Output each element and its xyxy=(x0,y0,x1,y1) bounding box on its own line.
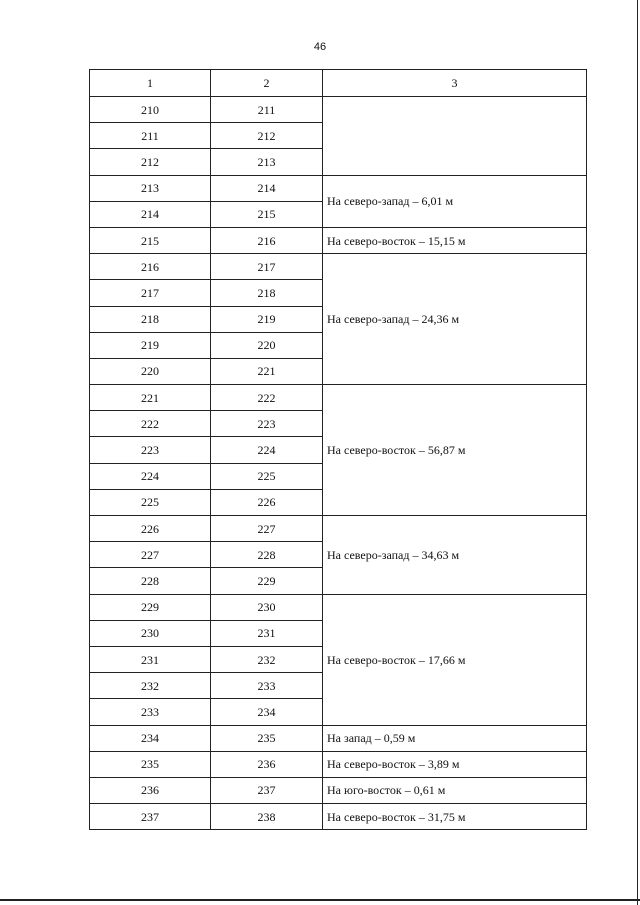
point-to-cell: 213 xyxy=(211,149,323,175)
point-from-cell: 212 xyxy=(90,149,211,175)
point-to-cell: 211 xyxy=(211,97,323,123)
point-to-cell: 237 xyxy=(211,777,323,803)
direction-distance-cell: На юго-восток – 0,61 м xyxy=(323,777,587,803)
point-from-cell: 232 xyxy=(90,673,211,699)
point-from-cell: 231 xyxy=(90,646,211,672)
direction-distance-cell xyxy=(323,97,587,176)
point-to-cell: 220 xyxy=(211,332,323,358)
point-from-cell: 211 xyxy=(90,123,211,149)
point-to-cell: 236 xyxy=(211,751,323,777)
point-to-cell: 225 xyxy=(211,463,323,489)
point-from-cell: 236 xyxy=(90,777,211,803)
direction-distance-cell: На северо-восток – 56,87 м xyxy=(323,385,587,516)
point-to-cell: 233 xyxy=(211,673,323,699)
point-to-cell: 228 xyxy=(211,542,323,568)
point-from-cell: 214 xyxy=(90,201,211,227)
point-from-cell: 224 xyxy=(90,463,211,489)
direction-distance-cell: На северо-восток – 3,89 м xyxy=(323,751,587,777)
point-from-cell: 233 xyxy=(90,699,211,725)
point-to-cell: 219 xyxy=(211,306,323,332)
point-to-cell: 217 xyxy=(211,254,323,280)
point-from-cell: 226 xyxy=(90,516,211,542)
scan-border-bottom xyxy=(0,899,640,901)
point-to-cell: 223 xyxy=(211,411,323,437)
direction-distance-cell: На северо-восток – 15,15 м xyxy=(323,227,587,253)
table-row xyxy=(90,725,587,751)
point-from-cell: 228 xyxy=(90,568,211,594)
point-from-cell: 216 xyxy=(90,254,211,280)
point-to-cell: 227 xyxy=(211,516,323,542)
point-from-cell: 235 xyxy=(90,751,211,777)
table-header-row xyxy=(90,70,587,97)
point-to-cell: 230 xyxy=(211,594,323,620)
table-row xyxy=(90,804,587,830)
table-row xyxy=(90,254,587,280)
point-from-cell: 229 xyxy=(90,594,211,620)
point-to-cell: 224 xyxy=(211,437,323,463)
point-from-cell: 222 xyxy=(90,411,211,437)
direction-distance-cell: На северо-восток – 31,75 м xyxy=(323,804,587,830)
point-to-cell: 231 xyxy=(211,620,323,646)
point-from-cell: 221 xyxy=(90,385,211,411)
point-from-cell: 230 xyxy=(90,620,211,646)
column-header-1: 1 xyxy=(90,70,211,97)
point-to-cell: 222 xyxy=(211,385,323,411)
table-row xyxy=(90,594,587,620)
column-header-3: 3 xyxy=(323,70,587,97)
direction-distance-cell: На северо-восток – 17,66 м xyxy=(323,594,587,725)
point-from-cell: 227 xyxy=(90,542,211,568)
point-to-cell: 232 xyxy=(211,646,323,672)
point-to-cell: 218 xyxy=(211,280,323,306)
point-to-cell: 215 xyxy=(211,201,323,227)
table-row xyxy=(90,385,587,411)
table-row xyxy=(90,777,587,803)
direction-distance-cell: На северо-запад – 34,63 м xyxy=(323,516,587,595)
point-from-cell: 234 xyxy=(90,725,211,751)
table-row xyxy=(90,97,587,123)
table-row xyxy=(90,751,587,777)
point-from-cell: 225 xyxy=(90,489,211,515)
point-to-cell: 226 xyxy=(211,489,323,515)
table-body xyxy=(90,97,587,830)
direction-distance-cell: На северо-запад – 6,01 м xyxy=(323,175,587,227)
point-to-cell: 212 xyxy=(211,123,323,149)
point-to-cell: 234 xyxy=(211,699,323,725)
point-from-cell: 218 xyxy=(90,306,211,332)
column-header-2: 2 xyxy=(211,70,323,97)
table-row xyxy=(90,175,587,201)
point-from-cell: 223 xyxy=(90,437,211,463)
point-to-cell: 216 xyxy=(211,227,323,253)
point-to-cell: 229 xyxy=(211,568,323,594)
point-from-cell: 217 xyxy=(90,280,211,306)
point-to-cell: 235 xyxy=(211,725,323,751)
page-number: 46 xyxy=(313,41,327,53)
direction-distance-cell: На северо-запад – 24,36 м xyxy=(323,254,587,385)
point-to-cell: 238 xyxy=(211,804,323,830)
table-row xyxy=(90,227,587,253)
point-from-cell: 210 xyxy=(90,97,211,123)
point-from-cell: 219 xyxy=(90,332,211,358)
boundary-points-table xyxy=(89,69,587,830)
point-from-cell: 213 xyxy=(90,175,211,201)
point-to-cell: 214 xyxy=(211,175,323,201)
point-to-cell: 221 xyxy=(211,358,323,384)
scan-border-right xyxy=(637,0,638,905)
point-from-cell: 220 xyxy=(90,358,211,384)
point-from-cell: 237 xyxy=(90,804,211,830)
point-from-cell: 215 xyxy=(90,227,211,253)
direction-distance-cell: На запад – 0,59 м xyxy=(323,725,587,751)
table-row xyxy=(90,516,587,542)
